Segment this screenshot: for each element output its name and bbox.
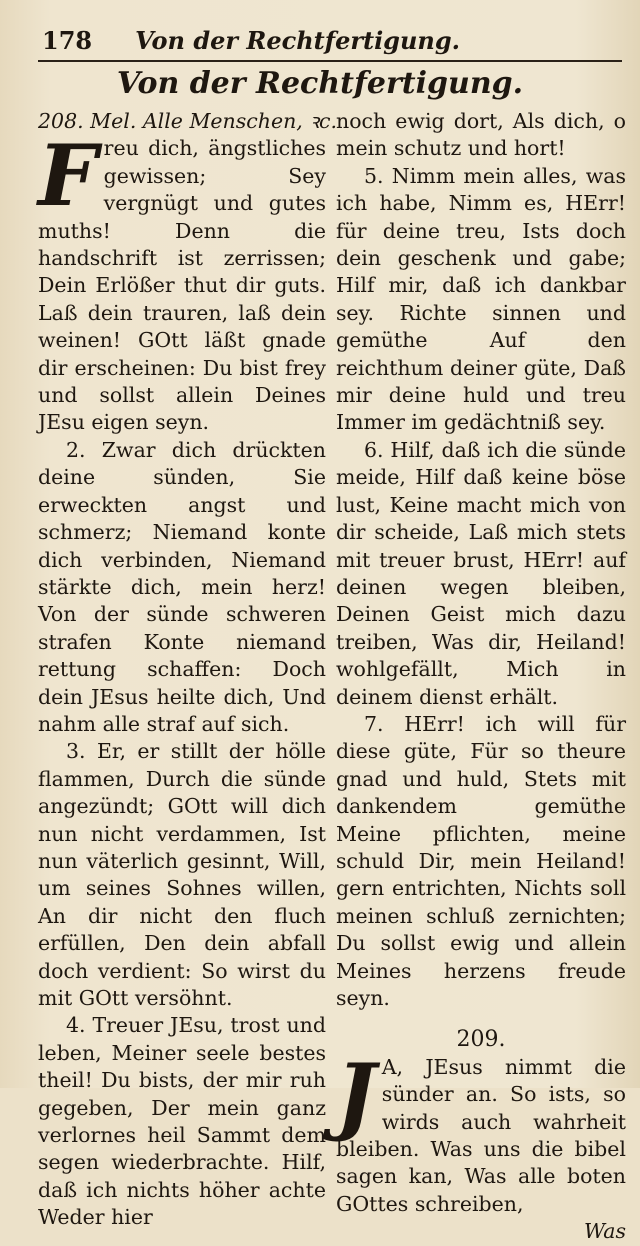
hymn-208-stanza-5: 5. Nimm mein alles, was ich habe, Nimm es, HErr! für deine treu, Ists doch dein geschenk und gabe; Hilf mir, daß ich dankbar sey. Richte sinnen und gemüthe Auf den reichthum deiner güte, Daß mir deine huld und treu Immer im gedächtniß sey. bbox=[336, 163, 626, 435]
section-title: Von der Rechtfertigung. bbox=[116, 66, 524, 101]
hymn-208-stanza-2: 2. Zwar dich drückten deine sünden, Sie erweckten angst und schmerz; Niemand konte dich verbinden, Niemand stärkte dich, mein herz! Von der sünde schweren strafen Konte niemand rettung schaffen: Doch dein JEsus heilte dich, Und nahm alle straf auf sich. bbox=[38, 437, 326, 736]
hymn-208-stanza-4: 4. Treuer JEsu, trost und leben, Meiner seele bestes theil! Du bists, der mir ruh gegeben, Der mein ganz verlornes heil Sammt dem segen wiederbrachte. Hilf, daß ich nichts höher achte Weder hier bbox=[38, 1013, 326, 1230]
running-title: Von der Rechtfertigung. bbox=[135, 26, 460, 55]
hymn-208-stanza-4-continued: noch ewig dort, Als dich, o mein schutz und hort! bbox=[336, 109, 626, 161]
drop-cap-initial: F bbox=[38, 126, 98, 226]
hymn-208-stanza-1 bbox=[38, 126, 326, 436]
left-column bbox=[38, 108, 338, 1232]
hymn-208-header: 208. Mel. Alle Menschen, ꝛc. bbox=[38, 109, 338, 133]
drop-cap-initial: J bbox=[336, 1044, 376, 1144]
running-head bbox=[40, 22, 620, 56]
hymn-208-stanza-6: 6. Hilf, daß ich die sünde meide, Hilf daß keine böse lust, Keine macht mich von dir scheide, Laß mich stets mit treuer brust, HErr! auf deinen wegen bleiben, Deinen Geist mich dazu treiben, Was dir, Heiland! wohlgefällt, Mich in deinem dienst erhält. bbox=[336, 437, 626, 709]
header-rule bbox=[38, 60, 622, 62]
stanza-1-text: reu dich, ängstliches gewissen; Sey vergnügt und gutes muths! Denn die handschrift ist zerrissen; Dein Erlößer thut dir guts. Laß dein trauren, laß dein weinen! GOtt läßt gnade dir erscheinen: Du bist frey und sollst allein Deines JEsu eigen seyn. bbox=[38, 136, 326, 435]
right-column bbox=[336, 108, 626, 1246]
page-number: 178 bbox=[42, 26, 93, 55]
hymn-209-text: A, JEsus nimmt die sünder an. So ists, so wirds auch wahrheit bleiben. Was uns die bibel sagen kan, Was alle boten GOttes schreiben, bbox=[336, 1054, 626, 1216]
catchword: Was bbox=[583, 1219, 626, 1244]
hymn-208-stanza-7: 7. HErr! ich will für diese güte, Für so theure gnad und huld, Stets mit dankendem gemüthe Meine pflichten, meine schuld Dir, mein Heiland! gern entrichten, Nichts soll meinen schluß zernichten; Du sollst ewig und allein Meines herzens freude seyn. bbox=[336, 711, 626, 1010]
hymn-209-stanza-1 bbox=[336, 1044, 626, 1218]
hymn-209-number: 209. bbox=[456, 1027, 506, 1053]
hymn-208-stanza-3: 3. Er, er stillt der hölle flammen, Durch die sünde angezündt; GOtt will dich nun nicht verdammen, Ist nun väterlich gesinnt, Will, um seines Sohnes willen, An dir nicht den fluch erfüllen, Den dein abfall doch verdient: So wirst du mit GOtt versöhnt. bbox=[38, 739, 326, 1010]
